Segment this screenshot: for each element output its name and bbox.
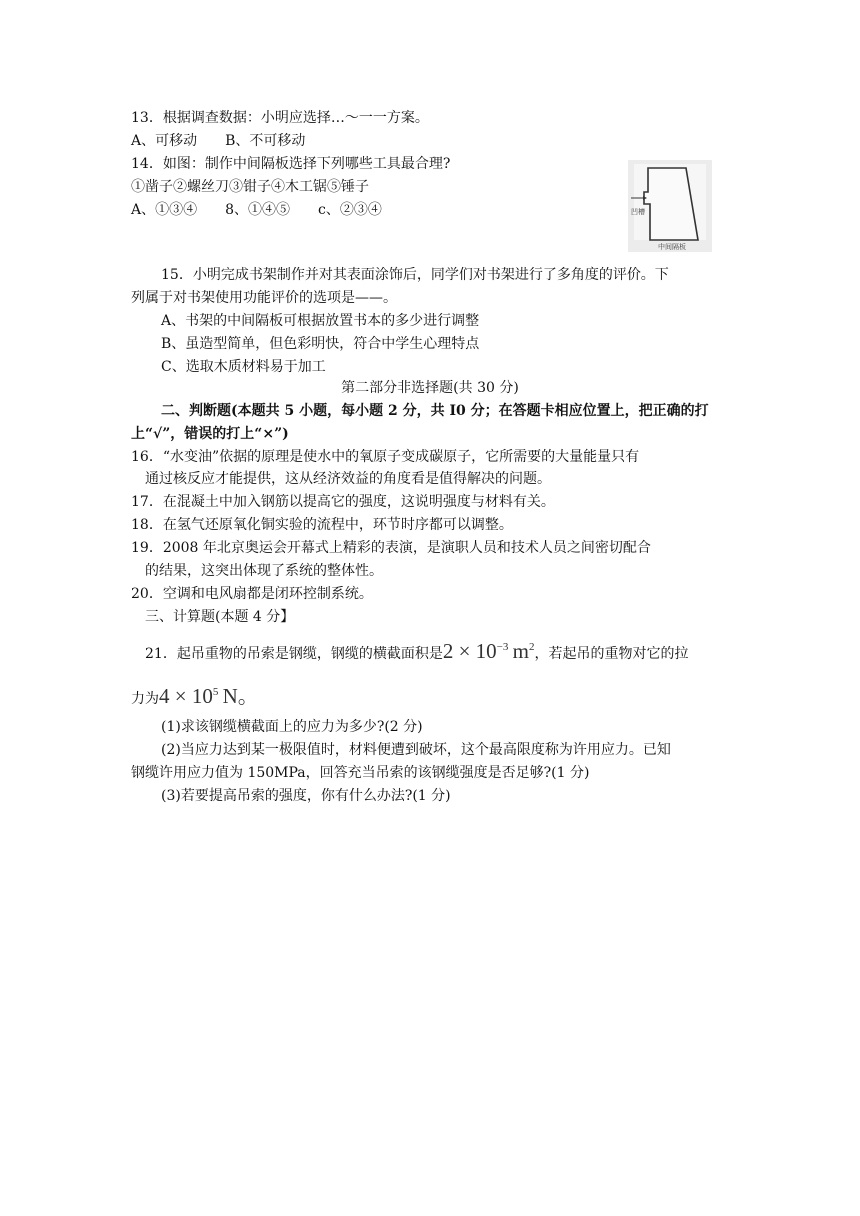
q21-intro-b: ，若起吊的重物对它的拉 [534,646,689,662]
q15-option-c: C、选取木质材料易于加工 [161,359,326,375]
q13-options: A、可移动 B、不可移动 [131,133,306,149]
q15-option-b: B、虽造型简单，但色彩明快，符合中学生心理特点 [161,336,480,352]
q16-line2: 通过核反应才能提供，这从经济效益的角度看是值得解决的问题。 [145,471,551,487]
q21-intro-a: 21．起吊重物的吊索是钢缆，钢缆的横截面积是 [145,646,443,662]
q21-sub2-line1: (2)当应力达到某一极限值时，材料便遭到破坏，这个最高限度称为许用应力。已知 [161,742,671,758]
q21-sub2-line2: 钢缆许用应力值为 150MPa，回答充当吊索的该钢缆强度是否足够?(1 分) [131,765,590,781]
section2-heading-line2: 上“√”，错误的打上“×”) [131,426,289,442]
q18: 18．在氢气还原氧化铜实验的流程中，环节时序都可以调整。 [131,517,513,533]
q19-line2: 的结果，这突出体现了系统的整体性。 [145,563,383,579]
area-formula: $2 \times 10^{-3}$ $m^2$ [442,639,535,663]
panel-label: 中间隔板 [658,243,686,251]
q17: 17．在混凝土中加入钢筋以提高它的强度，这说明强度与材料有关。 [131,494,555,510]
q21-intro [145,633,688,668]
q15-line2: 列属于对书架使用功能评价的选项是——。 [131,290,397,306]
groove-label: 凹槽 [631,208,645,216]
q21-sub1: (1)求该钢缆横截面上的应力为多少?(2 分) [161,719,423,735]
partition-figure [628,160,712,252]
q14-stem: 14．如图：制作中间隔板选择下列哪些工具最合理? [131,156,451,172]
q15-option-a: A、书架的中间隔板可根据放置书本的多少进行调整 [161,313,480,329]
q14-tools: ①凿子②螺丝刀③钳子④木工锯⑤锤子 [131,179,369,195]
q14-options: A、①③④ 8、①④⑤ c、②③④ [131,202,382,218]
section2-heading-line1: 二、判断题(本题共 5 小题，每小题 2 分，共 I0 分；在答题卡相应位置上，把正确的打 [161,403,709,419]
q20: 20．空调和电风扇都是闭环控制系统。 [131,586,373,602]
q16-line1: 16．“水变油”依据的原理是使水中的氧原子变成碳原子，它所需要的大量能量只有 [131,449,640,465]
q21-force: 力为$4 \times 10^5$ N。 [131,684,259,708]
section3-heading: 三、计算题(本题 4 分】 [145,609,295,625]
q13-stem: 13．根据调查数据：小明应选择…～一一方案。 [131,110,429,126]
q15-line1: 15．小明完成书架制作并对其表面涂饰后，同学们对书架进行了多角度的评价。下 [161,267,669,283]
force-formula: $4 \times 10^5$ N。 [159,684,259,708]
part2-title: 第二部分非选择题(共 30 分) [341,380,519,396]
q19-line1: 19．2008 年北京奥运会开幕式上精彩的表演，是演职人员和技术人员之间密切配合 [131,540,651,556]
q21-sub3: (3)若要提高吊索的强度，你有什么办法?(1 分) [161,788,451,804]
